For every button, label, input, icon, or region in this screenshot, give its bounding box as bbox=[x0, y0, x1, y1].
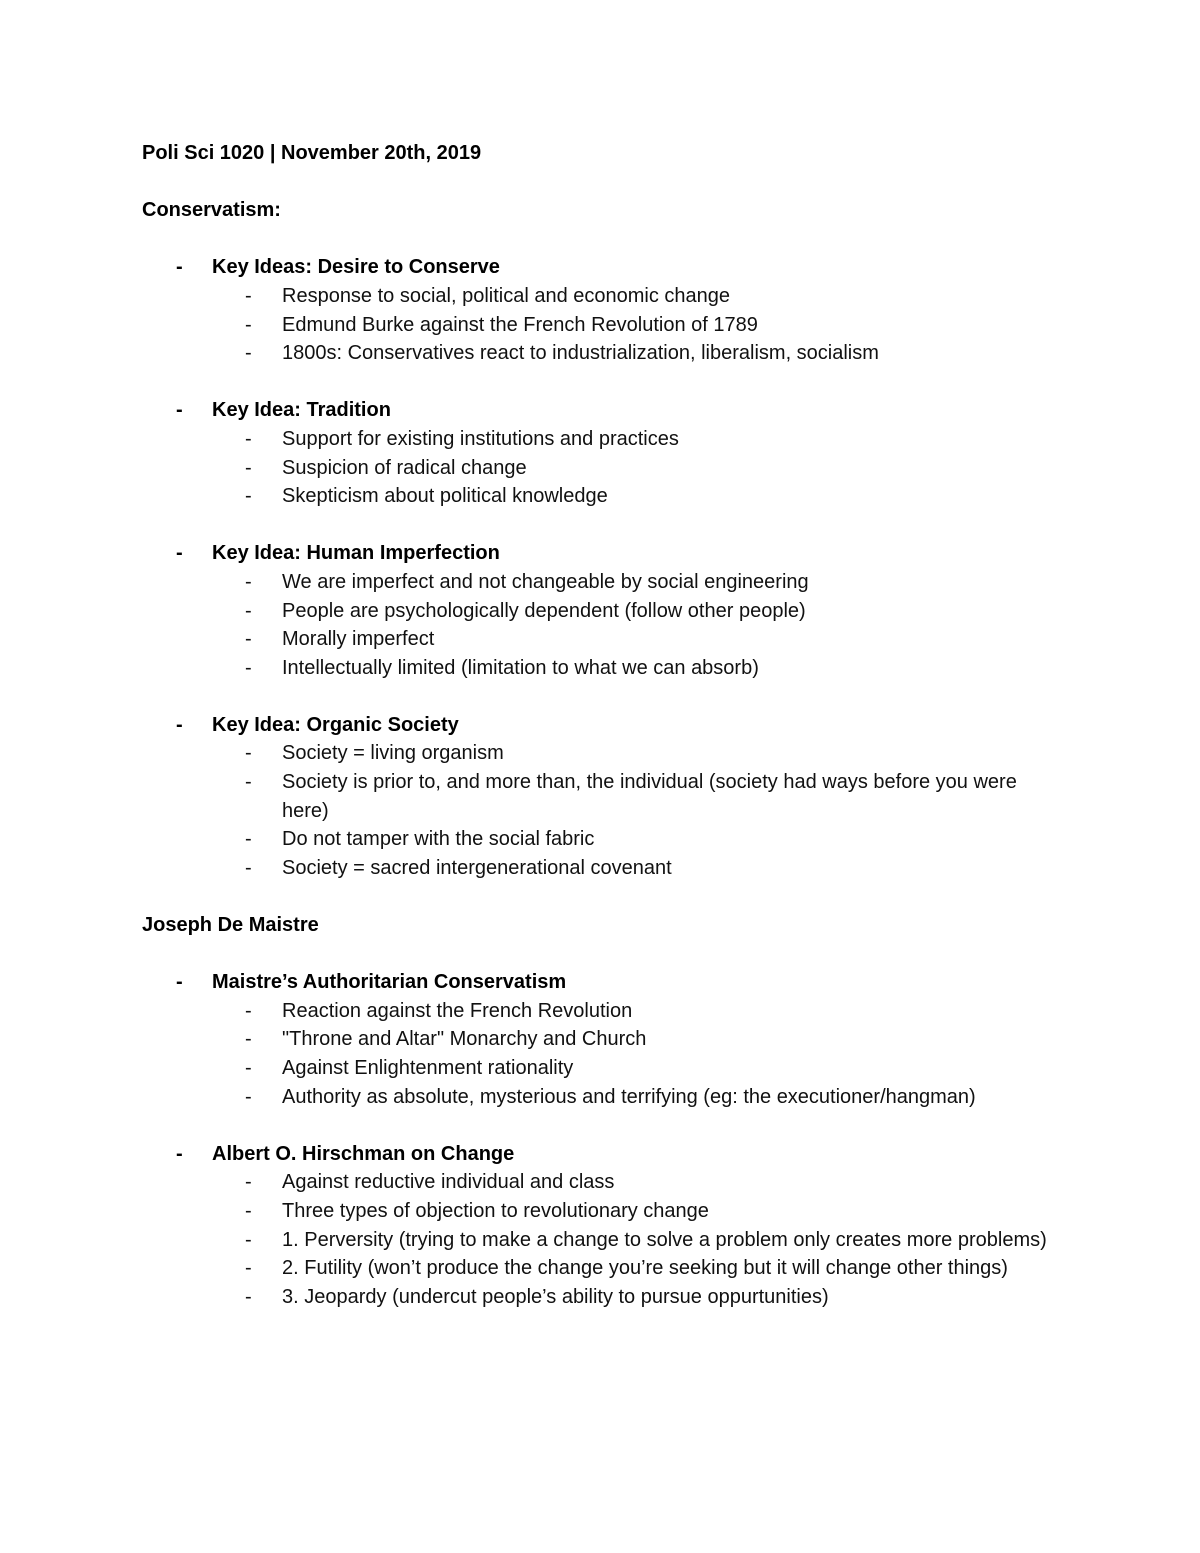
list-item-text: We are imperfect and not changeable by social engineering bbox=[282, 570, 809, 593]
bullet-heading-text: Albert O. Hirschman on Change bbox=[212, 1142, 515, 1165]
list-item bbox=[142, 1168, 1062, 1197]
dash-bullet: - bbox=[245, 1057, 252, 1079]
list-item-text: Edmund Burke against the French Revolution of 1789 bbox=[282, 313, 758, 336]
list-item bbox=[142, 311, 1062, 340]
list-item-text: "Throne and Altar" Monarchy and Church bbox=[282, 1028, 647, 1051]
list-item bbox=[142, 1226, 1062, 1255]
dash-bullet: - bbox=[245, 1085, 252, 1108]
dash-bullet: - bbox=[245, 1028, 252, 1051]
list-item-text: Society = sacred intergenerational covenant bbox=[282, 856, 672, 879]
list-item-text: Society is prior to, and more than, the individual (society had ways before you were here) bbox=[282, 771, 1017, 822]
list-item bbox=[142, 1254, 1062, 1283]
list-item bbox=[142, 482, 1062, 511]
document-page bbox=[142, 139, 1062, 1311]
group-human-imperfection bbox=[142, 539, 1062, 682]
list-item-text: Do not tamper with the social fabric bbox=[282, 828, 595, 851]
dash-bullet: - bbox=[245, 1199, 252, 1222]
section-heading-de-maistre: Joseph De Maistre bbox=[142, 914, 319, 937]
dash-bullet: - bbox=[245, 485, 252, 508]
group-desire-to-conserve bbox=[142, 253, 1062, 367]
dash-bullet: - bbox=[176, 399, 183, 422]
list-item bbox=[142, 1083, 1062, 1112]
list-item-text: 2. Futility (won’t produce the change you’re seeking but it will change other things) bbox=[282, 1257, 1008, 1280]
list-item-text: Society = living organism bbox=[282, 742, 504, 765]
dash-bullet: - bbox=[245, 456, 252, 479]
dash-bullet: - bbox=[245, 1285, 252, 1308]
dash-bullet: - bbox=[245, 1257, 252, 1280]
dash-bullet: - bbox=[176, 542, 183, 565]
list-item-text: Skepticism about political knowledge bbox=[282, 485, 608, 508]
dash-bullet: - bbox=[245, 1171, 252, 1194]
dash-bullet: - bbox=[245, 599, 252, 622]
group-tradition bbox=[142, 396, 1062, 510]
list-item-text: Three types of objection to revolutionary change bbox=[282, 1199, 709, 1222]
bullet-heading bbox=[142, 1140, 1062, 1169]
list-item-text: Reaction against the French Revolution bbox=[282, 999, 633, 1022]
group-organic-society bbox=[142, 711, 1062, 883]
bullet-heading bbox=[142, 253, 1062, 282]
dash-bullet: - bbox=[245, 1228, 252, 1251]
dash-bullet: - bbox=[245, 570, 252, 593]
dash-bullet: - bbox=[176, 713, 183, 736]
bullet-heading-text: Maistre’s Authoritarian Conservatism bbox=[212, 971, 567, 994]
list-item bbox=[142, 825, 1062, 854]
dash-bullet: - bbox=[245, 999, 252, 1022]
list-item-text: Against reductive individual and class bbox=[282, 1171, 615, 1194]
list-item-text: 1. Perversity (trying to make a change to solve a problem only creates more problems) bbox=[282, 1228, 1047, 1251]
list-item bbox=[142, 282, 1062, 311]
group-hirschman-on-change bbox=[142, 1140, 1062, 1312]
bullet-heading-text: Key Idea: Tradition bbox=[212, 399, 391, 422]
dash-bullet: - bbox=[245, 628, 252, 651]
dash-bullet: - bbox=[245, 856, 252, 879]
bullet-heading bbox=[142, 396, 1062, 425]
list-item-text: 1800s: Conservatives react to industrialization, liberalism, socialism bbox=[282, 342, 879, 365]
list-item bbox=[142, 425, 1062, 454]
list-item bbox=[142, 739, 1062, 768]
list-item-text: Intellectually limited (limitation to what we can absorb) bbox=[282, 656, 759, 679]
list-item bbox=[142, 1197, 1062, 1226]
list-item bbox=[142, 625, 1062, 654]
list-item bbox=[142, 854, 1062, 883]
list-item-text: 3. Jeopardy (undercut people’s ability to pursue oppurtunities) bbox=[282, 1285, 829, 1308]
list-item bbox=[142, 339, 1062, 368]
bullet-heading bbox=[142, 711, 1062, 740]
page-title: Poli Sci 1020 | November 20th, 2019 bbox=[142, 142, 482, 164]
list-item-text: Support for existing institutions and practices bbox=[282, 427, 679, 450]
list-item-text: People are psychologically dependent (follow other people) bbox=[282, 599, 806, 622]
list-item-text: Response to social, political and economic change bbox=[282, 284, 731, 307]
section-heading-conservatism: Conservatism: bbox=[142, 199, 281, 222]
bullet-heading-text: Key Idea: Human Imperfection bbox=[212, 542, 500, 565]
dash-bullet: - bbox=[176, 256, 183, 279]
dash-bullet: - bbox=[245, 656, 252, 679]
dash-bullet: - bbox=[245, 284, 252, 307]
dash-bullet: - bbox=[176, 1142, 183, 1165]
bullet-heading-text: Key Idea: Organic Society bbox=[212, 713, 459, 736]
list-item bbox=[142, 1054, 1062, 1083]
list-item bbox=[142, 1025, 1062, 1054]
dash-bullet: - bbox=[245, 313, 252, 336]
bullet-heading-text: Key Ideas: Desire to Conserve bbox=[212, 256, 500, 279]
list-item bbox=[142, 568, 1062, 597]
dash-bullet: - bbox=[245, 742, 252, 765]
list-item-text: Suspicion of radical change bbox=[282, 456, 527, 479]
bullet-heading bbox=[142, 968, 1062, 997]
bullet-heading bbox=[142, 539, 1062, 568]
dash-bullet: - bbox=[245, 828, 252, 851]
list-item bbox=[142, 768, 1062, 825]
list-item bbox=[142, 654, 1062, 683]
dash-bullet: - bbox=[245, 342, 252, 365]
list-item-text: Authority as absolute, mysterious and terrifying (eg: the executioner/hangman) bbox=[282, 1085, 976, 1108]
dash-bullet: - bbox=[245, 427, 252, 450]
dash-bullet: - bbox=[176, 971, 183, 994]
list-item-text: Against Enlightenment rationality bbox=[282, 1057, 574, 1079]
list-item bbox=[142, 1283, 1062, 1312]
list-item-text: Morally imperfect bbox=[282, 628, 435, 651]
list-item bbox=[142, 997, 1062, 1026]
list-item bbox=[142, 454, 1062, 483]
list-item bbox=[142, 597, 1062, 626]
group-authoritarian-conservatism bbox=[142, 968, 1062, 1111]
dash-bullet: - bbox=[245, 771, 252, 794]
